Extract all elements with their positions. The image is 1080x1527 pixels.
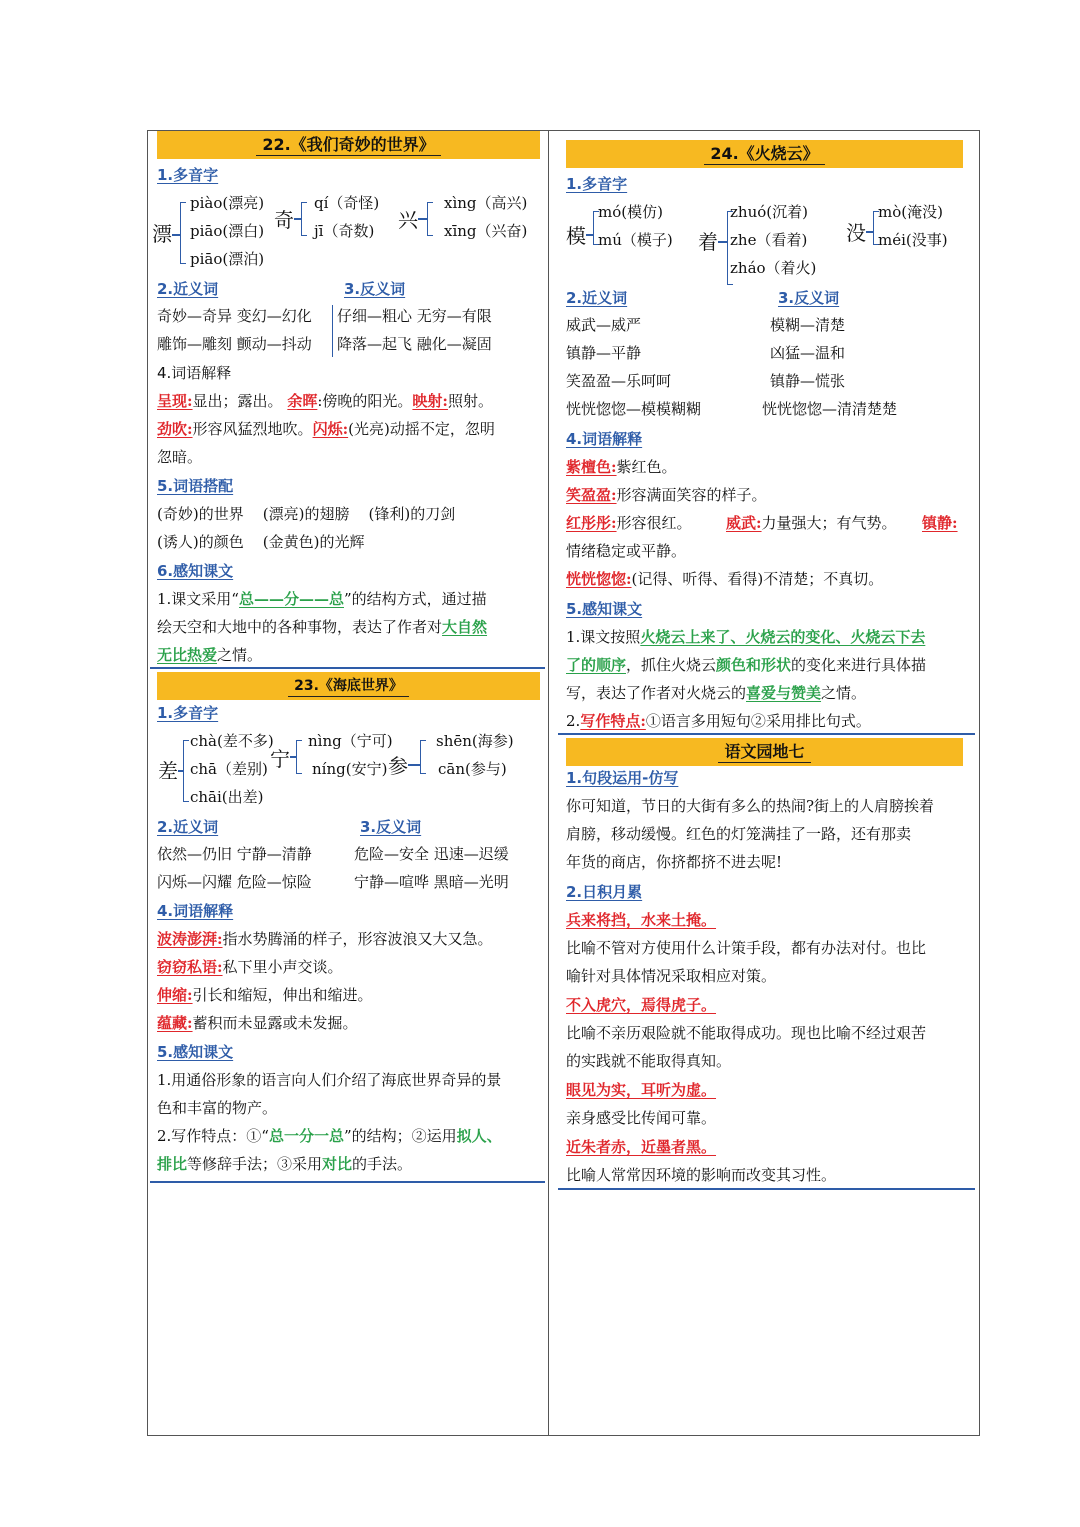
- garden-7-title-banner: [566, 738, 963, 766]
- r24-mo-1: mú（模子): [598, 231, 673, 249]
- l22-syn-row2: 雕饰—雕刻 颤动—抖动: [157, 335, 312, 353]
- l23-section-text: 5.感知课文: [157, 1043, 234, 1061]
- r24-term-weiwu: 威武:: [726, 514, 762, 532]
- l23-term-qieqie: 窃窃私语:: [157, 958, 223, 976]
- l22-col-row2: (诱人)的颜色 (金黄色)的光辉: [157, 533, 365, 551]
- l22-char-xing: 兴: [398, 208, 418, 232]
- l22-text-end: 之情。: [217, 646, 263, 664]
- r24-def-zitan: 紫红色。: [616, 458, 677, 476]
- l22-text-c: ”的结构方式，通过描: [344, 590, 487, 608]
- r24-char-zhe: 着: [698, 230, 718, 254]
- l22-char-qi: 奇: [274, 208, 294, 232]
- l22-def-line3: 忽暗。: [157, 448, 203, 466]
- l23-text-4b: 等修辞手法；③采用: [187, 1155, 323, 1173]
- l23-text-3a: 2.写作特点：①“: [157, 1127, 269, 1145]
- l23-term-botao: 波涛澎湃:: [157, 930, 223, 948]
- l22-def-chengxian: 显出；露出。: [192, 392, 283, 410]
- l23-def-botao: 指水势腾涌的样子，形容波浪又大又急。: [222, 930, 493, 948]
- l22-ant-row2: 降落—起飞 融化—凝固: [337, 335, 492, 353]
- r24-text-3c: 之情。: [821, 684, 867, 702]
- l23-cha-1: chā（差别): [190, 760, 268, 778]
- r7-idiom-4-def: 比喻人常常因环境的影响而改变其习性。: [566, 1166, 837, 1184]
- l22-term-jingchui: 劲吹:: [157, 420, 193, 438]
- r24-mo-0: mó(模仿): [598, 203, 663, 221]
- r7-section-accumulation: 2.日积月累: [566, 883, 643, 901]
- l23-section-synonyms: 2.近义词: [157, 818, 219, 836]
- r7-idiom-1-def-b: 喻针对具体情况采取相应对策。: [566, 967, 777, 985]
- l22-term-chengxian: 呈现:: [157, 392, 193, 410]
- l22-term-shanshuo: 闪烁:: [312, 420, 349, 438]
- r24-def-weiwu: 力量强大；有气势。: [761, 514, 897, 532]
- l23-text-3c: ”的结构；②运用: [344, 1127, 457, 1145]
- garden-7-title: 语文园地七: [718, 742, 810, 763]
- l22-piao-0: piào(漂亮): [190, 194, 265, 212]
- r7-bottom-rule: [558, 1188, 975, 1190]
- r7-idiom-3: 眼见为实，耳听为虚。: [566, 1081, 717, 1099]
- l22-qi-0: qí（奇怪): [314, 194, 380, 212]
- l23-ning-0: nìng（宁可): [308, 732, 393, 750]
- l22-text-nature: 大自然: [442, 618, 488, 636]
- l23-ant-row2: 宁静—喧哗 黑暗—光明: [354, 873, 509, 891]
- r24-char-mo: 模: [566, 224, 586, 248]
- l22-qi-1: jī（奇数): [314, 222, 375, 240]
- l23-char-cha: 差: [158, 759, 178, 783]
- r24-text-color-shape: 颜色和形状: [716, 656, 792, 674]
- r7-idiom-2: 不入虎穴，焉得虎子。: [566, 996, 717, 1014]
- l23-text-structure: 总一分一总: [268, 1127, 344, 1145]
- l23-ning-1: níng(安宁): [312, 760, 388, 778]
- r24-section-definitions: 4.词语解释: [566, 430, 643, 448]
- r24-syn-0: 威武—威严: [566, 316, 642, 334]
- r24-section-synonyms: 2.近义词: [566, 289, 628, 307]
- l22-def-yingshe: 照射。: [447, 392, 493, 410]
- r24-text-order-end: 了的顺序: [566, 656, 627, 674]
- l23-def-yuncang: 蓄积而未显露或未发掘。: [192, 1014, 358, 1032]
- l22-text-line2a: 绘天空和大地中的各种事物，表达了作者对: [157, 618, 443, 636]
- l23-shen-1: cān(参与): [438, 760, 507, 778]
- r24-ant-1: 凶猛—温和: [770, 344, 846, 362]
- l23-section-antonyms: 3.反义词: [360, 818, 422, 836]
- l22-section-synonyms: 2.近义词: [157, 280, 219, 298]
- r24-section-antonyms: 3.反义词: [778, 289, 840, 307]
- r24-zhe-1: zhe（看着): [730, 231, 808, 249]
- l23-text-line2: 色和丰富的物产。: [157, 1099, 278, 1117]
- r24-term-zitan: 紫檀色:: [566, 458, 617, 476]
- l22-xing-1: xīng（兴奋): [444, 222, 528, 240]
- lesson-22-title: 22.《我们奇妙的世界》: [256, 135, 440, 156]
- r7-idiom-1-def-a: 比喻不管对方使用什么计策手段，都有办法对付。也比: [566, 939, 927, 957]
- r24-syn-2: 笑盈盈—乐呵呵: [566, 372, 672, 390]
- lesson-24-title: 24.《火烧云》: [704, 144, 824, 165]
- r24-text-love: 喜爱与赞美: [746, 684, 822, 702]
- l22-col-row1: (奇妙)的世界 (漂亮)的翅膀 (锋利)的刀剑: [157, 505, 456, 523]
- l22-piao-1: piāo(漂白): [190, 222, 265, 240]
- r7-idiom-3-def: 亲身感受比传闻可靠。: [566, 1109, 717, 1127]
- r7-idiom-2-def-b: 的实践就不能取得真知。: [566, 1052, 732, 1070]
- r24-text-2d: 的变化来进行具体描: [791, 656, 927, 674]
- r24-text-4c: ①语言多用短句②采用排比句式。: [645, 712, 871, 730]
- r7-para-1: 你可知道，节日的大街有多么的热闹?街上的人肩膀挨着: [566, 797, 935, 815]
- l22-term-yuhui: 余晖: [287, 392, 318, 410]
- l23-def-shensuo: 引长和缩短，伸出和缩进。: [192, 986, 373, 1004]
- r24-text-order: 火烧云上来了、火烧云的变化、火烧云下去: [640, 628, 926, 646]
- r24-zhe-2: zháo（着火): [730, 259, 817, 277]
- l23-syn-row2: 闪烁—闪耀 危险—惊险: [157, 873, 312, 891]
- l22-section-definitions: 4.词语解释: [157, 364, 232, 382]
- r24-def-huanghuang: (记得、听得、看得)不清楚；不真切。: [631, 570, 884, 588]
- l22-def-yuhui: :傍晚的阳光。: [317, 392, 413, 410]
- r24-ant-3: 恍恍惚惚—清清楚楚: [762, 400, 898, 418]
- l22-def-jingchui: 形容风猛烈地吹。: [192, 420, 313, 438]
- r24-char-mei: 没: [846, 221, 866, 245]
- l23-section-definitions: 4.词语解释: [157, 902, 234, 920]
- r24-term-hongtongtong: 红彤彤:: [566, 514, 617, 532]
- l22-char-piao: 漂: [152, 222, 172, 246]
- l23-text-contrast: 对比: [322, 1155, 353, 1173]
- r7-idiom-4: 近朱者赤，近墨者黑。: [566, 1138, 717, 1156]
- l23-term-shensuo: 伸缩:: [157, 986, 193, 1004]
- l22-def-shanshuo: (光亮)动摇不定，忽明: [348, 420, 495, 438]
- l23-text-4d: 的手法。: [352, 1155, 413, 1173]
- r24-text-3a: 写，表达了作者对火烧云的: [566, 684, 747, 702]
- r7-idiom-1: 兵来将挡，水来土掩。: [566, 911, 717, 929]
- r24-def-line4: 情绪稳定或平静。: [566, 542, 687, 560]
- r24-term-huanghuang: 恍恍惚惚:: [566, 570, 632, 588]
- l23-term-yuncang: 蕴藏:: [157, 1014, 193, 1032]
- l23-text-line1: 1.用通俗形象的语言向人们介绍了海底世界奇异的景: [157, 1071, 502, 1089]
- r24-zhe-0: zhuó(沉着): [730, 203, 808, 221]
- r24-term-zhenjing: 镇静:: [922, 514, 958, 532]
- r24-mei-0: mò(淹没): [878, 203, 943, 221]
- r7-idiom-2-def-a: 比喻不亲历艰险就不能取得成功。现也比喻不经过艰苦: [566, 1024, 927, 1042]
- r24-text-4a: 2.: [566, 712, 581, 730]
- l22-xing-0: xìng（高兴): [444, 194, 528, 212]
- r24-syn-3: 恍恍惚惚—模模糊糊: [566, 400, 702, 418]
- l22-ant-row1: 仔细—粗心 无穷—有限: [337, 307, 492, 325]
- l22-text-structure: 总——分——总: [238, 590, 344, 608]
- l22-text-a: 1.课文采用“: [157, 590, 239, 608]
- r24-ant-0: 模糊—清楚: [770, 316, 846, 334]
- l23-cha-0: chà(差不多): [190, 732, 274, 750]
- r24-term-xiaoyingying: 笑盈盈:: [566, 486, 617, 504]
- l23-char-ning: 宁: [270, 747, 290, 771]
- r24-ant-2: 镇静—慌张: [770, 372, 846, 390]
- r7-section-imitation: 1.句段运用-仿写: [566, 769, 679, 787]
- l22-section-collocations: 5.词语搭配: [157, 477, 234, 495]
- r7-para-2: 肩膀，移动缓慢。红色的灯笼满挂了一路，还有那卖: [566, 825, 912, 843]
- r24-mei-1: méi(没事): [878, 231, 948, 249]
- r24-text-feature: 写作特点:: [580, 712, 646, 730]
- l23-ant-row1: 危险—安全 迅速—迟缓: [354, 845, 509, 863]
- lesson-23-title: 23.《海底世界》: [288, 676, 409, 697]
- r24-text-1a: 1.课文按照: [566, 628, 641, 646]
- r7-para-3: 年货的商店，你挤都挤不进去呢!: [566, 853, 783, 871]
- l22-section-text: 6.感知课文: [157, 562, 234, 580]
- l22-syn-row1: 奇妙—奇异 变幻—幻化: [157, 307, 312, 325]
- l23-def-qieqie: 私下里小声交谈。: [222, 958, 343, 976]
- l23-char-shen: 参: [388, 754, 408, 778]
- r24-section-text: 5.感知课文: [566, 600, 643, 618]
- r24-section-polyphonic: 1.多音字: [566, 175, 628, 193]
- r24-syn-1: 镇静—平静: [566, 344, 642, 362]
- l22-term-yingshe: 映射:: [412, 392, 448, 410]
- l23-section-polyphonic: 1.多音字: [157, 704, 219, 722]
- l23-syn-row1: 依然—仍旧 宁静—清静: [157, 845, 312, 863]
- l22-section-polyphonic: 1.多音字: [157, 166, 219, 184]
- l23-text-personify: 拟人、: [456, 1127, 502, 1145]
- r24-text-2b: ，抓住火烧云: [626, 656, 717, 674]
- r24-def-xiaoyingying: 形容满面笑容的样子。: [616, 486, 767, 504]
- l23-text-parallel: 排比: [157, 1155, 188, 1173]
- l23-shen-0: shēn(海参): [436, 732, 514, 750]
- r24-def-hongtongtong: 形容很红。: [616, 514, 692, 532]
- l22-piao-2: piāo(漂泊): [190, 250, 265, 268]
- l22-section-antonyms: 3.反义词: [344, 280, 406, 298]
- l22-text-love: 无比热爱: [157, 646, 218, 664]
- l23-cha-2: chāi(出差): [190, 788, 264, 806]
